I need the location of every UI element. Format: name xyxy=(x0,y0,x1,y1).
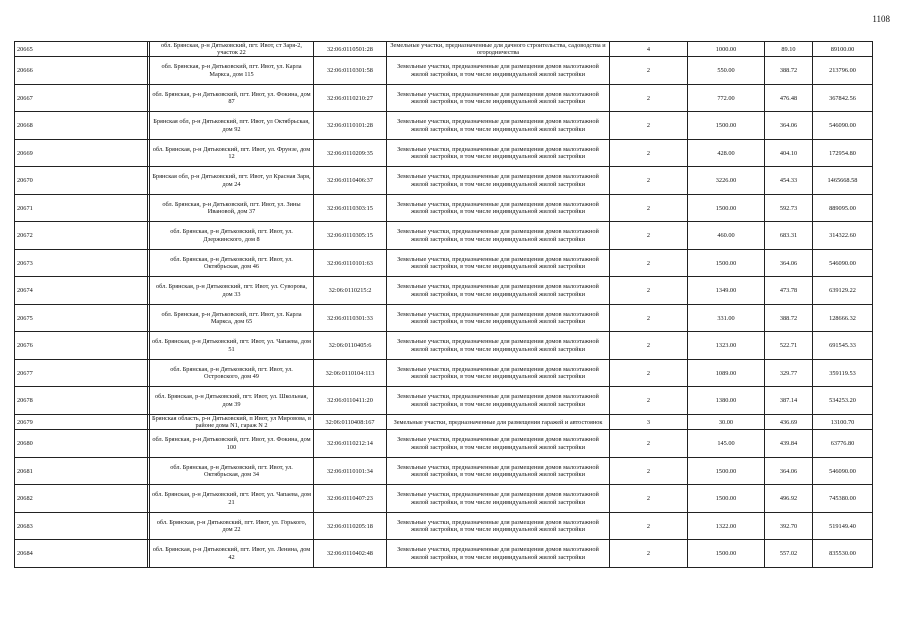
cadastral-value-cell: 359119.53 xyxy=(813,359,873,387)
area-cell: 30.00 xyxy=(688,414,765,429)
table-row xyxy=(15,194,873,222)
cadastral-number-cell: 32:06:0110209:35 xyxy=(314,139,387,167)
cadastral-number-cell: 32:06:0110402:48 xyxy=(314,540,387,568)
row-number-cell: 20677 xyxy=(15,359,148,387)
area-cell: 1500.00 xyxy=(688,540,765,568)
cadastral-value-cell: 13100.70 xyxy=(813,414,873,429)
address-cell: обл. Брянская, р-н Дятьковский, пгт. Ивот, ул. Школьная, дом 39 xyxy=(150,387,314,415)
use-category-cell: 4 xyxy=(610,42,688,57)
land-use-cell: Земельные участки, предназначенные для размещения домов малоэтажной жилой застройки, в том числе индивидуальной жилой застройки xyxy=(387,387,610,415)
address-cell: обл. Брянская, р-н Дятьковский, пгт. Ивот, ул. Суворова, дом 33 xyxy=(150,277,314,305)
address-cell: обл. Брянская, р-н Дятьковский, пгт. Ивот, ул. Чапаева, дом 21 xyxy=(150,485,314,513)
land-use-cell: Земельные участки, предназначенные для размещения домов малоэтажной жилой застройки, в том числе индивидуальной жилой застройки xyxy=(387,139,610,167)
area-cell: 1000.00 xyxy=(688,42,765,57)
address-cell: обл. Брянская, р-н Дятьковский, пгт. Ивот, ул. Зины Ивановой, дом 37 xyxy=(150,194,314,222)
land-use-cell: Земельные участки, предназначенные для размещения домов малоэтажной жилой застройки, в том числе индивидуальной жилой застройки xyxy=(387,512,610,540)
specific-value-cell: 364.06 xyxy=(765,457,813,485)
table-row xyxy=(15,222,873,250)
specific-value-cell: 388.72 xyxy=(765,57,813,85)
use-category-cell: 2 xyxy=(610,304,688,332)
cadastral-value-cell: 745380.00 xyxy=(813,485,873,513)
use-category-cell: 2 xyxy=(610,194,688,222)
cadastral-value-cell: 546090.00 xyxy=(813,249,873,277)
address-cell: обл. Брянская, р-н Дятьковский, пгт. Ивот, ул. Чапаева, дом 51 xyxy=(150,332,314,360)
address-cell: обл. Брянская, р-н Дятьковский, пгт. Ивот, ул. Фокина, дом 100 xyxy=(150,430,314,458)
cadastral-value-cell: 519149.40 xyxy=(813,512,873,540)
land-use-cell: Земельные участки, предназначенные для размещения домов малоэтажной жилой застройки, в том числе индивидуальной жилой застройки xyxy=(387,540,610,568)
address-cell: обл. Брянская, р-н Дятьковский, пгт. Ивот, ул. Дзержинского, дом 8 xyxy=(150,222,314,250)
cadastral-value-table xyxy=(14,41,873,568)
row-number-cell: 20680 xyxy=(15,430,148,458)
specific-value-cell: 329.77 xyxy=(765,359,813,387)
cadastral-value-cell: 172954.80 xyxy=(813,139,873,167)
table-row xyxy=(15,485,873,513)
land-use-cell: Земельные участки, предназначенные для размещения домов малоэтажной жилой застройки, в том числе индивидуальной жилой застройки xyxy=(387,84,610,112)
land-use-cell: Земельные участки, предназначенные для размещения домов малоэтажной жилой застройки, в том числе индивидуальной жилой застройки xyxy=(387,485,610,513)
cadastral-number-cell: 32:06:0110212:14 xyxy=(314,430,387,458)
land-use-cell: Земельные участки, предназначенные для размещения домов малоэтажной жилой застройки, в том числе индивидуальной жилой застройки xyxy=(387,249,610,277)
table-row xyxy=(15,139,873,167)
row-number-cell: 20671 xyxy=(15,194,148,222)
cadastral-value-cell: 889095.00 xyxy=(813,194,873,222)
area-cell: 460.00 xyxy=(688,222,765,250)
use-category-cell: 2 xyxy=(610,430,688,458)
area-cell: 331.00 xyxy=(688,304,765,332)
cadastral-number-cell: 32:06:0110301:33 xyxy=(314,304,387,332)
cadastral-number-cell: 32:06:0110210:27 xyxy=(314,84,387,112)
row-number-cell: 20679 xyxy=(15,414,148,429)
land-use-cell: Земельные участки, предназначенные для размещения домов малоэтажной жилой застройки, в том числе индивидуальной жилой застройки xyxy=(387,277,610,305)
specific-value-cell: 522.71 xyxy=(765,332,813,360)
area-cell: 1380.00 xyxy=(688,387,765,415)
table-row xyxy=(15,414,873,429)
land-use-cell: Земельные участки, предназначенные для размещения домов малоэтажной жилой застройки, в том числе индивидуальной жилой застройки xyxy=(387,359,610,387)
specific-value-cell: 388.72 xyxy=(765,304,813,332)
address-cell: обл. Брянская, р-н Дятьковский, пгт. Ивот, ул. Ленина, дом 42 xyxy=(150,540,314,568)
land-use-cell: Земельные участки, предназначенные для размещения домов малоэтажной жилой застройки, в том числе индивидуальной жилой застройки xyxy=(387,112,610,140)
table-row xyxy=(15,84,873,112)
area-cell: 550.00 xyxy=(688,57,765,85)
cadastral-number-cell: 32:06:0110305:15 xyxy=(314,222,387,250)
use-category-cell: 3 xyxy=(610,414,688,429)
cadastral-number-cell: 32:06:0110101:34 xyxy=(314,457,387,485)
row-number-cell: 20684 xyxy=(15,540,148,568)
row-number-cell: 20672 xyxy=(15,222,148,250)
cadastral-number-cell: 32:06:0110301:58 xyxy=(314,57,387,85)
address-cell: Брянская область, р-н Дятьковский, п Ивот, ул Мировова, в районе дома N1, гараж N 2 xyxy=(150,414,314,429)
cadastral-value-cell: 639129.22 xyxy=(813,277,873,305)
area-cell: 3226.00 xyxy=(688,167,765,195)
row-number-cell: 20670 xyxy=(15,167,148,195)
cadastral-value-cell: 691545.33 xyxy=(813,332,873,360)
address-cell: обл. Брянская, р-н Дятьковский, пгт. Ивот, ул. Островского, дом 49 xyxy=(150,359,314,387)
cadastral-number-cell: 32:06:0110101:28 xyxy=(314,112,387,140)
specific-value-cell: 439.84 xyxy=(765,430,813,458)
address-cell: обл. Брянская, р-н Дятьковский, пгт. Ивот, ул. Октябрьская, дом 46 xyxy=(150,249,314,277)
address-cell: обл. Брянская, р-н Дятьковский, пгт. Ивот, ул. Фокина, дом 87 xyxy=(150,84,314,112)
use-category-cell: 2 xyxy=(610,277,688,305)
land-use-cell: Земельные участки, предназначенные для размещения домов малоэтажной жилой застройки, в том числе индивидуальной жилой застройки xyxy=(387,430,610,458)
row-number-cell: 20665 xyxy=(15,42,148,57)
area-cell: 1500.00 xyxy=(688,485,765,513)
area-cell: 1349.00 xyxy=(688,277,765,305)
table-row xyxy=(15,457,873,485)
use-category-cell: 2 xyxy=(610,222,688,250)
area-cell: 1500.00 xyxy=(688,112,765,140)
table-row xyxy=(15,430,873,458)
land-use-cell: Земельные участки, предназначенные для размещения домов малоэтажной жилой застройки, в том числе индивидуальной жилой застройки xyxy=(387,57,610,85)
cadastral-value-cell: 1465668.58 xyxy=(813,167,873,195)
cadastral-value-cell: 128666.32 xyxy=(813,304,873,332)
cadastral-number-cell: 32:06:0110411:20 xyxy=(314,387,387,415)
row-number-cell: 20674 xyxy=(15,277,148,305)
cadastral-number-cell: 32:06:0110408:167 xyxy=(314,414,387,429)
land-use-cell: Земельные участки, предназначенные для размещения гаражей и автостоянок xyxy=(387,414,610,429)
table-row xyxy=(15,42,873,57)
land-use-cell: Земельные участки, предназначенные для размещения домов малоэтажной жилой застройки, в том числе индивидуальной жилой застройки xyxy=(387,332,610,360)
address-cell: обл. Брянская, р-н Дятьковский, пгт. Ивот, ул. Октябрьская, дом 34 xyxy=(150,457,314,485)
cadastral-number-cell: 32:06:0110407:23 xyxy=(314,485,387,513)
specific-value-cell: 387.14 xyxy=(765,387,813,415)
cadastral-number-cell: 32:06:0110215:2 xyxy=(314,277,387,305)
use-category-cell: 2 xyxy=(610,57,688,85)
specific-value-cell: 364.06 xyxy=(765,249,813,277)
cadastral-number-cell: 32:06:0110303:15 xyxy=(314,194,387,222)
row-number-cell: 20667 xyxy=(15,84,148,112)
specific-value-cell: 683.31 xyxy=(765,222,813,250)
area-cell: 1322.00 xyxy=(688,512,765,540)
land-use-cell: Земельные участки, предназначенные для размещения домов малоэтажной жилой застройки, в том числе индивидуальной жилой застройки xyxy=(387,167,610,195)
land-use-cell: Земельные участки, предназначенные для размещения домов малоэтажной жилой застройки, в том числе индивидуальной жилой застройки xyxy=(387,457,610,485)
use-category-cell: 2 xyxy=(610,84,688,112)
use-category-cell: 2 xyxy=(610,359,688,387)
table-row xyxy=(15,304,873,332)
use-category-cell: 2 xyxy=(610,167,688,195)
use-category-cell: 2 xyxy=(610,112,688,140)
table-row xyxy=(15,249,873,277)
table-row xyxy=(15,359,873,387)
address-cell: обл. Брянская, р-н Дятьковский, пгт. Ивот, ул. Карла Маркса, дом 65 xyxy=(150,304,314,332)
table-body xyxy=(15,42,873,568)
area-cell: 1500.00 xyxy=(688,249,765,277)
use-category-cell: 2 xyxy=(610,485,688,513)
specific-value-cell: 392.70 xyxy=(765,512,813,540)
specific-value-cell: 436.69 xyxy=(765,414,813,429)
use-category-cell: 2 xyxy=(610,512,688,540)
row-number-cell: 20675 xyxy=(15,304,148,332)
row-number-cell: 20668 xyxy=(15,112,148,140)
specific-value-cell: 364.06 xyxy=(765,112,813,140)
land-use-cell: Земельные участки, предназначенные для размещения домов малоэтажной жилой застройки, в том числе индивидуальной жилой застройки xyxy=(387,194,610,222)
cadastral-value-cell: 546090.00 xyxy=(813,457,873,485)
table-row xyxy=(15,512,873,540)
cadastral-number-cell: 32:06:0110101:63 xyxy=(314,249,387,277)
use-category-cell: 2 xyxy=(610,332,688,360)
specific-value-cell: 476.48 xyxy=(765,84,813,112)
cadastral-value-cell: 89100.00 xyxy=(813,42,873,57)
row-number-cell: 20673 xyxy=(15,249,148,277)
area-cell: 1500.00 xyxy=(688,194,765,222)
specific-value-cell: 404.10 xyxy=(765,139,813,167)
specific-value-cell: 89.10 xyxy=(765,42,813,57)
area-cell: 145.00 xyxy=(688,430,765,458)
area-cell: 1089.00 xyxy=(688,359,765,387)
cadastral-value-cell: 835530.00 xyxy=(813,540,873,568)
use-category-cell: 2 xyxy=(610,139,688,167)
cadastral-value-cell: 367842.56 xyxy=(813,84,873,112)
cadastral-value-cell: 63776.80 xyxy=(813,430,873,458)
page-number: 1108 xyxy=(872,14,890,24)
row-number-cell: 20683 xyxy=(15,512,148,540)
address-cell: обл. Брянская, р-н Дятьковский, пгт. Ивот, ул. Фрунзе, дом 12 xyxy=(150,139,314,167)
specific-value-cell: 496.92 xyxy=(765,485,813,513)
table-row xyxy=(15,387,873,415)
area-cell: 1500.00 xyxy=(688,457,765,485)
row-number-cell: 20682 xyxy=(15,485,148,513)
address-cell: Брянская обл, р-н Дятьковский, пгт. Ивот, ул Октябрьская, дом 92 xyxy=(150,112,314,140)
row-number-cell: 20681 xyxy=(15,457,148,485)
row-number-cell: 20678 xyxy=(15,387,148,415)
address-cell: Брянская обл, р-н Дятьковский, пгт. Ивот, ул Красная Заря, дом 24 xyxy=(150,167,314,195)
table-row xyxy=(15,540,873,568)
area-cell: 1323.00 xyxy=(688,332,765,360)
table-row xyxy=(15,112,873,140)
use-category-cell: 2 xyxy=(610,387,688,415)
specific-value-cell: 473.78 xyxy=(765,277,813,305)
area-cell: 772.00 xyxy=(688,84,765,112)
row-number-cell: 20666 xyxy=(15,57,148,85)
cadastral-number-cell: 32:06:0110205:18 xyxy=(314,512,387,540)
table-row xyxy=(15,167,873,195)
table-row xyxy=(15,277,873,305)
land-use-cell: Земельные участки, предназначенные для размещения домов малоэтажной жилой застройки, в том числе индивидуальной жилой застройки xyxy=(387,222,610,250)
cadastral-number-cell: 32:06:0110405:6 xyxy=(314,332,387,360)
cadastral-value-cell: 534253.20 xyxy=(813,387,873,415)
cadastral-number-cell: 32:06:0110406:37 xyxy=(314,167,387,195)
cadastral-value-cell: 213796.00 xyxy=(813,57,873,85)
cadastral-value-cell: 546090.00 xyxy=(813,112,873,140)
row-number-cell: 20669 xyxy=(15,139,148,167)
specific-value-cell: 454.33 xyxy=(765,167,813,195)
land-use-cell: Земельные участки, предназначенные для размещения домов малоэтажной жилой застройки, в том числе индивидуальной жилой застройки xyxy=(387,304,610,332)
cadastral-number-cell: 32:06:0110104:113 xyxy=(314,359,387,387)
table-row xyxy=(15,332,873,360)
use-category-cell: 2 xyxy=(610,540,688,568)
use-category-cell: 2 xyxy=(610,457,688,485)
cadastral-number-cell: 32:06:0110501:28 xyxy=(314,42,387,57)
specific-value-cell: 557.02 xyxy=(765,540,813,568)
row-number-cell: 20676 xyxy=(15,332,148,360)
land-use-cell: Земельные участки, предназначенные для дачного строительства, садоводства и огородничества xyxy=(387,42,610,57)
area-cell: 428.00 xyxy=(688,139,765,167)
address-cell: обл. Брянская, р-н Дятьковский, пгт. Ивот, ст Заря-2, участок 22 xyxy=(150,42,314,57)
address-cell: обл. Брянская, р-н Дятьковский, пгт. Ивот, ул. Горького, дом 22 xyxy=(150,512,314,540)
address-cell: обл. Брянская, р-н Дятьковский, пгт. Ивот, ул. Карла Маркса, дом 115 xyxy=(150,57,314,85)
specific-value-cell: 592.73 xyxy=(765,194,813,222)
use-category-cell: 2 xyxy=(610,249,688,277)
cadastral-value-cell: 314322.60 xyxy=(813,222,873,250)
table-row xyxy=(15,57,873,85)
